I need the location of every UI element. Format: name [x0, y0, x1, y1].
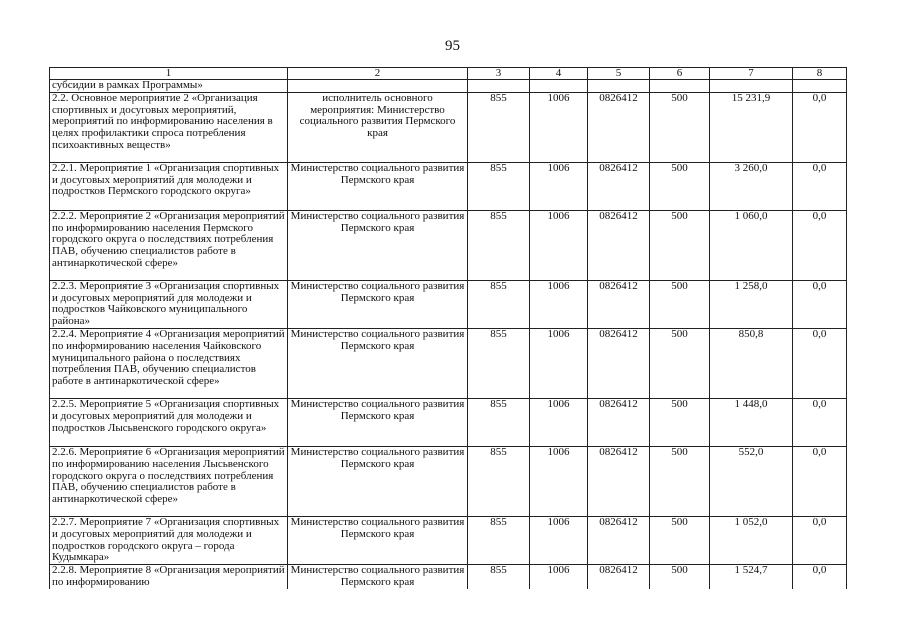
code-cell: 855	[468, 210, 530, 280]
executor-cell: Министерство социального развития Пермского края	[288, 328, 468, 398]
amount-cell: 850,8	[710, 328, 793, 398]
column-number-row	[50, 68, 847, 80]
page-number: 95	[445, 38, 460, 54]
code-cell: 855	[468, 398, 530, 446]
column-header: 5	[588, 68, 650, 80]
table-row	[50, 162, 847, 210]
table-row	[50, 398, 847, 446]
activity-name-cell: 2.2.2. Мероприятие 2 «Организация мероприятий по информированию населения Пермского городского округа о последствиях потребления ПАВ, обучению специалистов работе в антинаркотической сфере»	[50, 210, 288, 280]
code-cell: 1006	[530, 92, 588, 162]
activity-name-cell: 2.2.6. Мероприятие 6 «Организация мероприятий по информированию населения Лысьвенского городского округа о последствиях потребления ПАВ, обучению специалистов работе в антинаркотической сфере»	[50, 446, 288, 516]
code-cell: 500	[650, 210, 710, 280]
code-cell: 1006	[530, 565, 588, 589]
amount-cell: 0,0	[793, 516, 847, 564]
executor-cell: Министерство социального развития Пермского края	[288, 210, 468, 280]
table-row	[50, 565, 847, 589]
table-row	[50, 92, 847, 162]
executor-cell	[288, 80, 468, 93]
amount-cell: 0,0	[793, 328, 847, 398]
code-cell: 1006	[530, 446, 588, 516]
code-cell: 855	[468, 565, 530, 589]
code-cell	[530, 80, 588, 93]
column-header: 3	[468, 68, 530, 80]
column-header: 8	[793, 68, 847, 80]
executor-cell: Министерство социального развития Пермского края	[288, 565, 468, 589]
activity-name-cell: 2.2.3. Мероприятие 3 «Организация спортивных и досуговых мероприятий для молодежи и подростков Чайковского муниципального района»	[50, 280, 288, 328]
code-cell: 500	[650, 446, 710, 516]
code-cell: 500	[650, 92, 710, 162]
code-cell: 1006	[530, 516, 588, 564]
amount-cell	[710, 80, 793, 93]
table-row	[50, 80, 847, 93]
code-cell: 855	[468, 92, 530, 162]
code-cell: 1006	[530, 398, 588, 446]
executor-cell: Министерство социального развития Пермского края	[288, 446, 468, 516]
amount-cell: 1 052,0	[710, 516, 793, 564]
code-cell: 0826412	[588, 280, 650, 328]
code-cell	[588, 80, 650, 93]
amount-cell: 0,0	[793, 92, 847, 162]
executor-cell: Министерство социального развития Пермского края	[288, 398, 468, 446]
amount-cell: 552,0	[710, 446, 793, 516]
executor-cell: исполнитель основного мероприятия: Министерство социального развития Пермского края	[288, 92, 468, 162]
code-cell: 1006	[530, 280, 588, 328]
code-cell: 500	[650, 328, 710, 398]
table-row	[50, 328, 847, 398]
column-header: 1	[50, 68, 288, 80]
code-cell: 855	[468, 162, 530, 210]
activity-name-cell: 2.2.5. Мероприятие 5 «Организация спортивных и досуговых мероприятий для молодежи и подростков Лысьвенского городского округа»	[50, 398, 288, 446]
column-header: 6	[650, 68, 710, 80]
activity-name-cell: субсидии в рамках Программы»	[50, 80, 288, 93]
code-cell	[650, 80, 710, 93]
code-cell	[468, 80, 530, 93]
amount-cell: 1 258,0	[710, 280, 793, 328]
amount-cell: 1 448,0	[710, 398, 793, 446]
amount-cell: 0,0	[793, 280, 847, 328]
code-cell: 0826412	[588, 92, 650, 162]
table-row	[50, 280, 847, 328]
column-header: 2	[288, 68, 468, 80]
code-cell: 1006	[530, 210, 588, 280]
amount-cell: 1 524,7	[710, 565, 793, 589]
executor-cell: Министерство социального развития Пермского края	[288, 280, 468, 328]
activity-name-cell: 2.2.4. Мероприятие 4 «Организация мероприятий по информированию населения Чайковского муниципального района о последствиях потребления ПАВ, обучению специалистов работе в антинаркотической сфере»	[50, 328, 288, 398]
code-cell: 1006	[530, 162, 588, 210]
code-cell: 0826412	[588, 162, 650, 210]
code-cell: 855	[468, 516, 530, 564]
amount-cell: 0,0	[793, 446, 847, 516]
activity-name-cell: 2.2.1. Мероприятие 1 «Организация спортивных и досуговых мероприятий для молодежи и подростков Пермского городского округа»	[50, 162, 288, 210]
code-cell: 0826412	[588, 516, 650, 564]
budget-table	[49, 67, 847, 589]
amount-cell: 0,0	[793, 162, 847, 210]
column-header: 4	[530, 68, 588, 80]
code-cell: 500	[650, 162, 710, 210]
amount-cell: 0,0	[793, 398, 847, 446]
activity-name-cell: 2.2.7. Мероприятие 7 «Организация спортивных и досуговых мероприятий для молодежи и подростков городского округа – города Кудымкара»	[50, 516, 288, 564]
code-cell: 500	[650, 565, 710, 589]
amount-cell: 1 060,0	[710, 210, 793, 280]
amount-cell: 0,0	[793, 565, 847, 589]
code-cell: 855	[468, 280, 530, 328]
amount-cell: 3 260,0	[710, 162, 793, 210]
table-row	[50, 446, 847, 516]
column-header: 7	[710, 68, 793, 80]
code-cell: 500	[650, 516, 710, 564]
executor-cell: Министерство социального развития Пермского края	[288, 516, 468, 564]
code-cell: 0826412	[588, 328, 650, 398]
amount-cell: 0,0	[793, 210, 847, 280]
code-cell: 500	[650, 280, 710, 328]
code-cell: 0826412	[588, 446, 650, 516]
executor-cell: Министерство социального развития Пермского края	[288, 162, 468, 210]
code-cell: 0826412	[588, 398, 650, 446]
amount-cell: 15 231,9	[710, 92, 793, 162]
code-cell: 855	[468, 328, 530, 398]
amount-cell	[793, 80, 847, 93]
table-row	[50, 210, 847, 280]
code-cell: 500	[650, 398, 710, 446]
activity-name-cell: 2.2.8. Мероприятие 8 «Организация мероприятий по информированию	[50, 565, 288, 589]
code-cell: 1006	[530, 328, 588, 398]
activity-name-cell: 2.2. Основное мероприятие 2 «Организация спортивных и досуговых мероприятий, мероприятий по информированию населения в целях профилактики спроса потребления психоактивных веществ»	[50, 92, 288, 162]
code-cell: 855	[468, 446, 530, 516]
code-cell: 0826412	[588, 210, 650, 280]
table-row	[50, 516, 847, 564]
code-cell: 0826412	[588, 565, 650, 589]
